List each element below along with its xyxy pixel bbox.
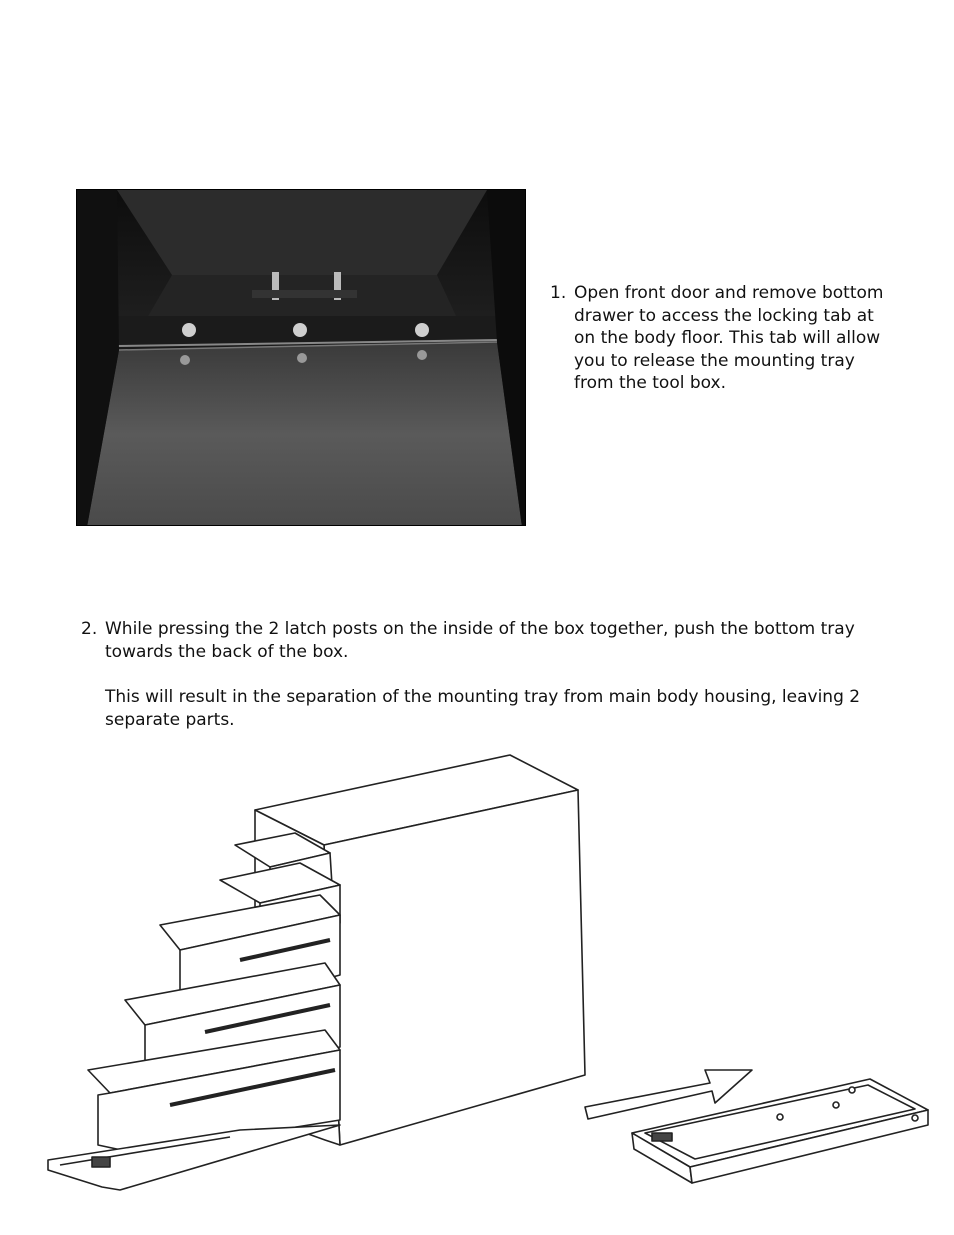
tray-separation-diagram [40, 745, 940, 1215]
step-number: 2. [81, 619, 98, 639]
step-number: 1. [550, 283, 567, 303]
toolbox-line-drawing [40, 745, 940, 1215]
instruction-step-2 [81, 618, 881, 731]
step-text: While pressing the 2 latch posts on the inside of the box together, push the bottom tray towards the back of the box. [105, 619, 855, 662]
step-note: This will result in the separation of the mounting tray from main body housing, leaving 2 separate parts. [105, 687, 861, 730]
instruction-step-1 [550, 282, 890, 395]
step-text: Open front door and remove bottom drawer to access the locking tab at on the body floor. This tab will allow you to release the mounting tray from the tool box. [574, 283, 884, 393]
toolbox-interior-illustration [77, 190, 526, 526]
toolbox-interior-photo [76, 189, 526, 526]
